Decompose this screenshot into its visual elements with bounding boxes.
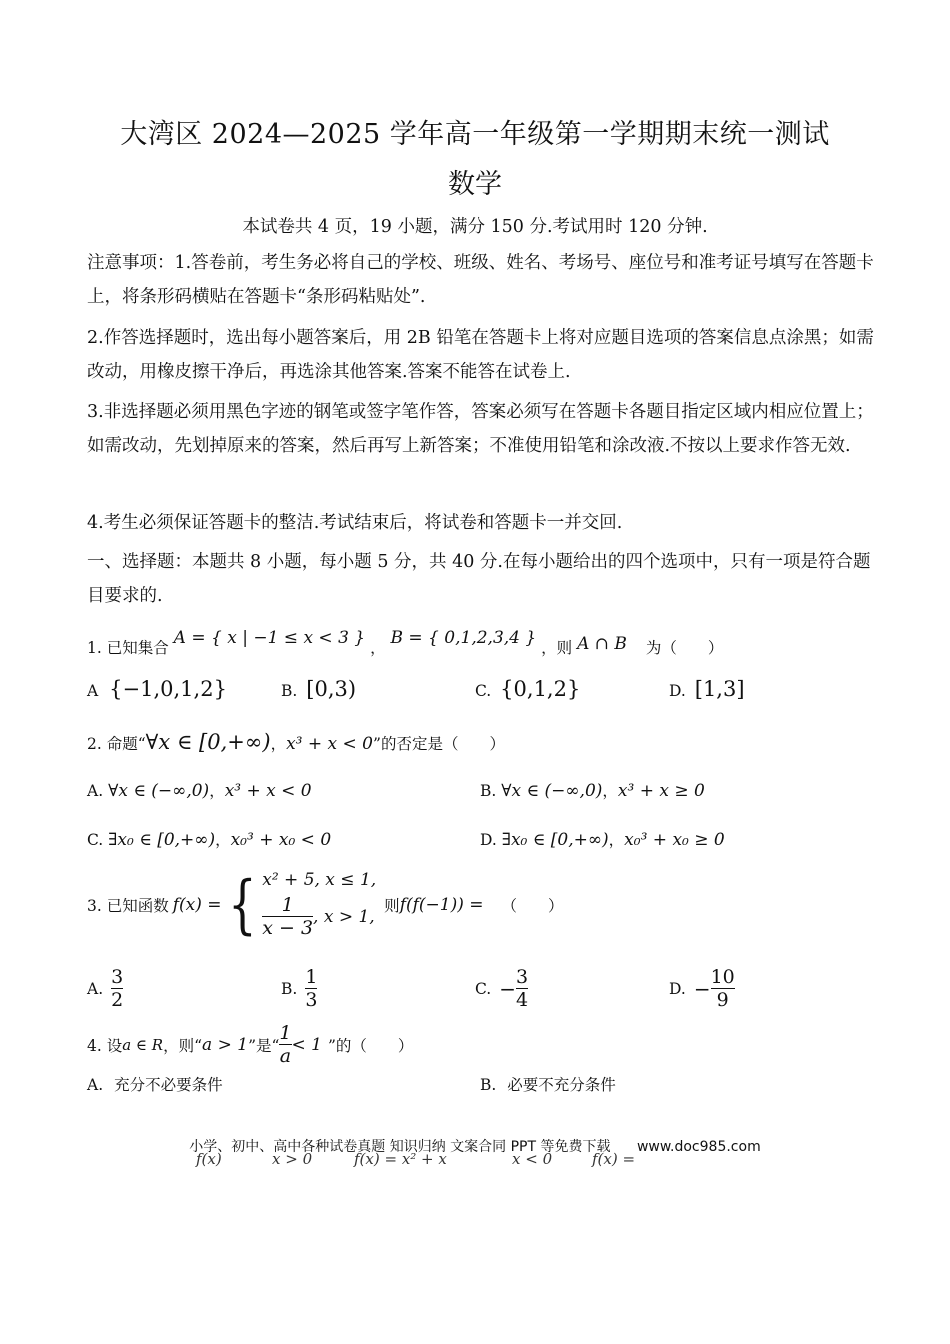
q3-option-b-frac: $\frac{1}{3}$ (305, 966, 318, 1011)
q3-fx: f(x) = (172, 894, 222, 915)
ghost-math-4: x < 0 (512, 1150, 553, 1168)
q2-option-b: B. ∀x ∈ (−∞,0)，x³ + x ≥ 0 (480, 781, 705, 801)
footer-text: 小学、初中、高中各种试卷真题 知识归纳 文案合同 PPT 等免费下载 (189, 1139, 611, 1155)
q3-option-b: B. $\frac{1}{3}$ (281, 966, 318, 1011)
q3-option-a: A. $\frac{3}{2}$ (87, 966, 124, 1011)
q2-option-d: D. ∃x₀ ∈ [0,+∞)，x₀³ + x₀ ≥ 0 (480, 830, 725, 850)
q2-option-a: A. ∀x ∈ (−∞,0)，x³ + x < 0 (87, 781, 312, 801)
q3-option-c-frac: $\frac{3}{4}$ (516, 966, 529, 1011)
page-subtitle: 数学 (448, 169, 502, 200)
q3-case-2-frac: $\frac{1}{x - 3}$ (262, 894, 314, 939)
q3-tail: （ ） (501, 896, 564, 915)
q4-option-a: A. 充分不必要条件 (87, 1076, 223, 1094)
q4-var: a ∈ R (122, 1035, 164, 1054)
note-1: 注意事项：1.答卷前，考生务必将自己的学校、班级、姓名、考场号、座位号和准考证号填写在答题卡上，将条形码横贴在答题卡“条形码粘贴处”. (87, 253, 874, 307)
q2-option-c: C. ∃x₀ ∈ [0,+∞)，x₀³ + x₀ < 0 (87, 830, 332, 850)
exam-intro: 本试卷共 4 页，19 小题，满分 150 分.考试用时 120 分钟. (242, 217, 708, 237)
q3-option-a-frac: $\frac{3}{2}$ (111, 966, 124, 1011)
q3-stem: 3. 已知函数 (87, 896, 169, 915)
q4-option-b: B. 必要不充分条件 (480, 1076, 616, 1094)
q1-set-a: A = { x | −1 ≤ x < 3 } (173, 628, 366, 648)
note-2: 2.作答选择题时，选出每小题答案后，用 2B 铅笔在答题卡上将对应题目选项的答案信息点涂黑；如需改动，用橡皮擦干净后，再选涂其他答案.答案不能答在试卷上. (87, 328, 874, 382)
q1-option-a: A {−1,0,1,2} (87, 677, 227, 701)
q3-expr: f(f(−1)) = (399, 894, 484, 915)
footer-url[interactable]: www.doc985.com (636, 1139, 761, 1155)
q1-option-d-value: [1,3] (694, 677, 745, 701)
q1-option-b: B. [0,3) (281, 677, 357, 701)
q3-then: 则 (384, 896, 400, 915)
q1-sep: ， (370, 639, 386, 657)
q1-then: ，则 (541, 639, 573, 657)
q3-option-c: C. − $\frac{3}{4}$ (475, 966, 529, 1011)
q2-quant: ∀x ∈ [0,+∞) (145, 730, 271, 754)
q4-cond-1: a > 1 (202, 1034, 249, 1055)
q3-cases: x² + 5, x ≤ 1, $\frac{1}{x - 3}$ , x > 1, (262, 870, 377, 939)
q1-option-c-value: {0,1,2} (500, 677, 581, 701)
q2-tail: ”的否定是（ ） (373, 735, 505, 753)
q1-expr: A ∩ B (577, 634, 627, 654)
q1-option-c: C. {0,1,2} (475, 677, 581, 701)
q1-tail: 为（ ） (645, 639, 724, 657)
section-heading: 一、选择题：本题共 8 小题，每小题 5 分，共 40 分.在每小题给出的四个选项中，只有一项是符合题目要求的. (87, 552, 871, 606)
q1-option-b-value: [0,3) (306, 677, 357, 701)
q4-stem: 4. 设 (87, 1036, 123, 1055)
question-3 (87, 867, 564, 942)
question-2: 2. 命题“∀x ∈ [0,+∞)，x³ + x < 0”的否定是（ ） (87, 730, 505, 754)
q2-cond: x³ + x < 0 (286, 734, 374, 754)
q3-case-1: x² + 5, x ≤ 1, (262, 870, 377, 890)
q3-option-d: D. − $\frac{10}{9}$ (669, 966, 735, 1011)
q4-frac: $\frac{1}{a}$ (279, 1022, 292, 1067)
q4-tail: ”的（ ） (327, 1036, 414, 1055)
question-1 (87, 628, 724, 658)
ghost-math-3: f(x) = x² + x (354, 1150, 447, 1168)
q2-stem: 2. 命题“ (87, 735, 146, 753)
q1-set-b: B = { 0,1,2,3,4 } (390, 628, 537, 648)
note-4: 4.考生必须保证答题卡的整洁.考试结束后，将试卷和答题卡一并交回. (87, 513, 623, 533)
left-brace-icon: { (227, 867, 257, 942)
note-3: 3.非选择题必须用黑色字迹的钢笔或签字笔作答，答案必须写在答题卡各题目指定区域内相应位置上；如需改动，先划掉原来的答案，然后再写上新答案；不准使用铅笔和涂改液.不按以上要求作答无效. (87, 402, 874, 456)
ghost-math-5: f(x) = (592, 1150, 636, 1168)
footer (0, 1136, 950, 1156)
question-4: 4. 设 a ∈ R ，则“ a > 1 ”是“ $\frac{1}{a}$ < 1 ”的（ ） (87, 1022, 414, 1067)
q3-option-d-frac: $\frac{10}{9}$ (710, 966, 735, 1011)
q1-option-d: D. [1,3] (669, 677, 745, 701)
page-title: 大湾区 2024—2025 学年高一年级第一学期期末统一测试 (120, 119, 830, 150)
ghost-math-1: f(x) (196, 1150, 222, 1168)
ghost-math-2: x > 0 (272, 1150, 313, 1168)
q1-option-a-value: {−1,0,1,2} (109, 677, 227, 701)
q1-stem: 1. 已知集合 (87, 639, 169, 657)
